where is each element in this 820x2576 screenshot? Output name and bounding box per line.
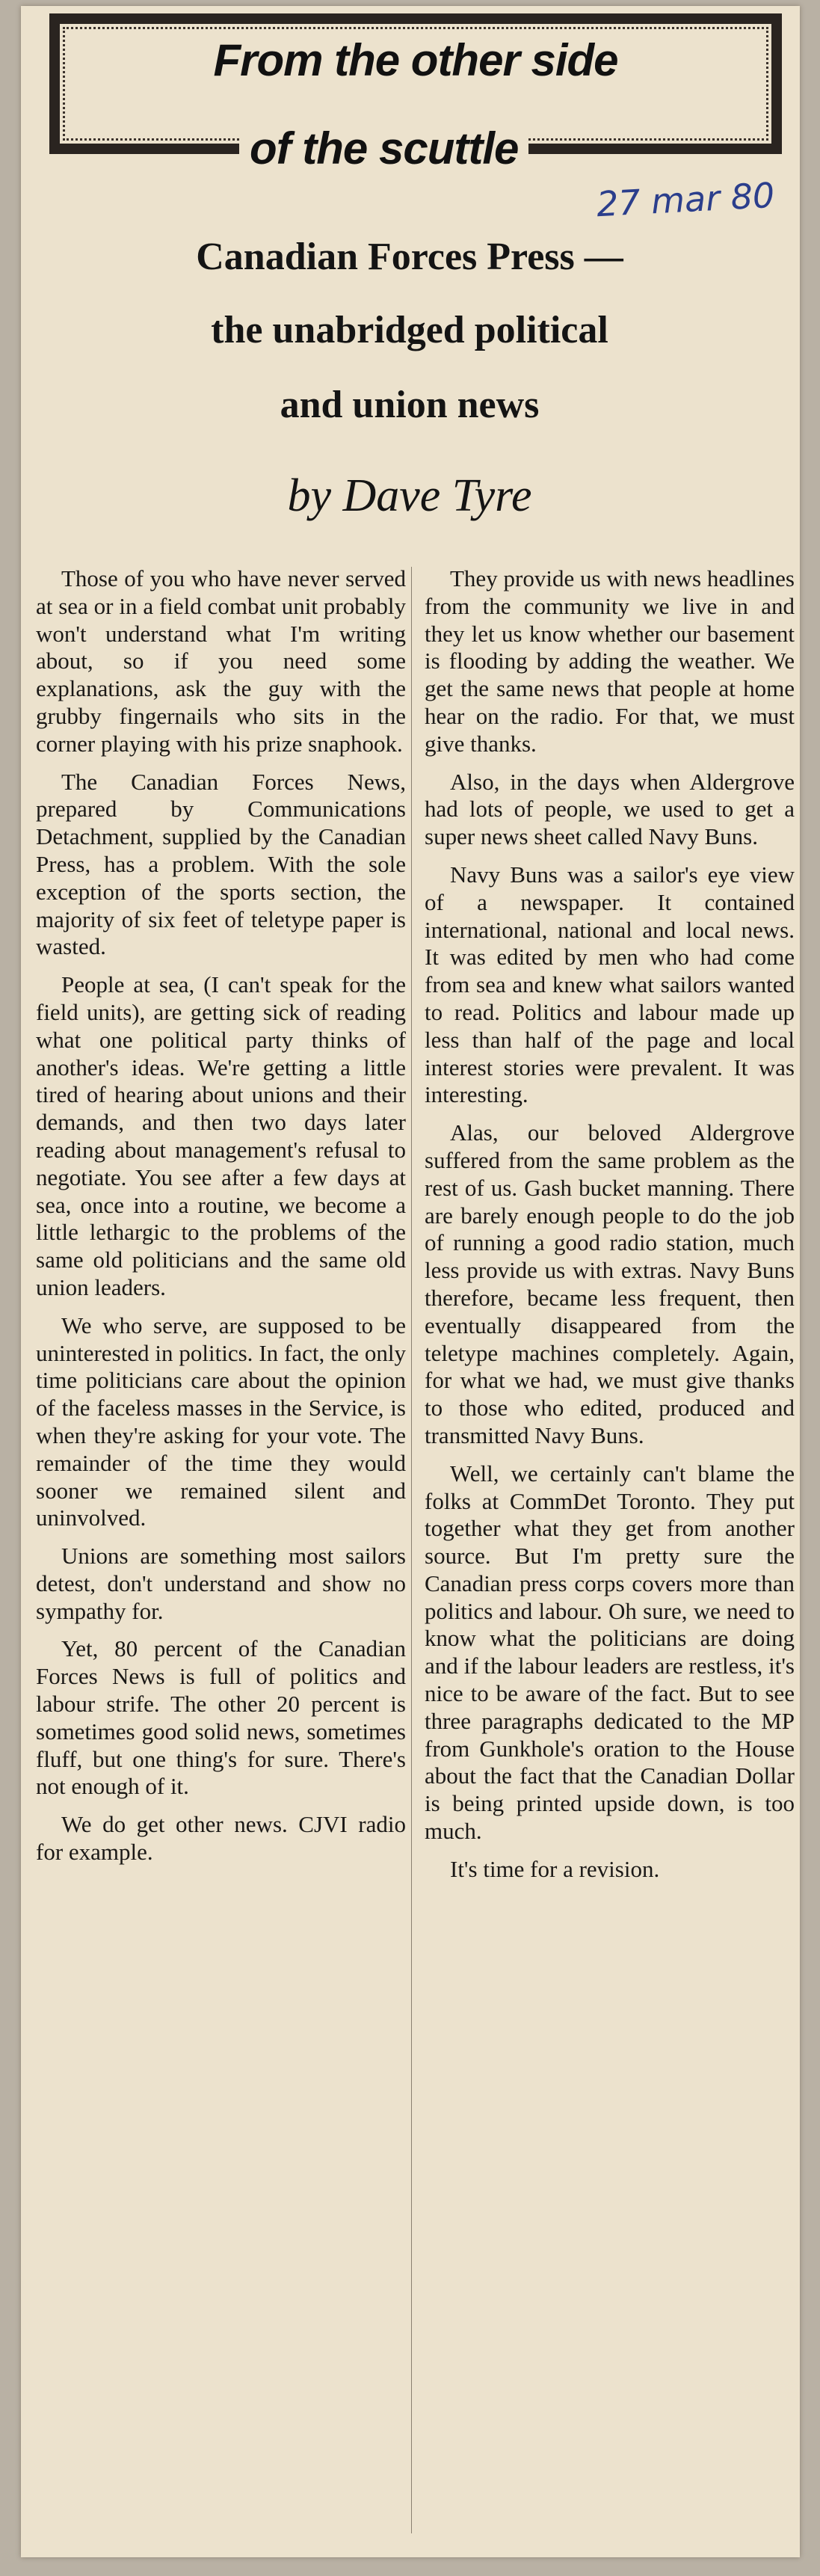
- paragraph: Alas, our beloved Aldergrove suffered from the same problem as the rest of us. Gash bucket manning. There are barely enough people to do the job of running a good radio station, much less provide us with extras. Navy Buns therefore, became less frequent, then eventually disappeared from the teletype machines completely. Again, for what we had, we must give thanks to those who edited, produced and transmitted Navy Buns.: [425, 1119, 795, 1448]
- paragraph: People at sea, (I can't speak for the field units), are getting sick of reading what one political party thinks of another's ideas. We're getting a little tired of hearing about unions and their demands, and then two days later reading about management's refusal to negotiate. You see after a few days at sea, once into a routine, we become a little lethargic to the problems of the same old politicians and the same old union leaders.: [36, 971, 406, 1300]
- paragraph: They provide us with news headlines from the community we live in and they let us know whether our basement is flooding by adding the weather. We get the same news that people at home hear on the radio. For that, we must give thanks.: [425, 565, 795, 757]
- newspaper-clipping: [21, 6, 800, 2557]
- paragraph: Yet, 80 percent of the Canadian Forces News is full of politics and labour strife. The other 20 percent is sometimes good solid news, sometimes fluff, but one thing's for sure. There's not enough of it.: [36, 1635, 406, 1800]
- paragraph: We who serve, are supposed to be uninterested in politics. In fact, the only time politicians care about the opinion of the faceless masses in the Service, is when they're asking for your vote. The remainder of the time they would sooner we remained silent and uninvolved.: [36, 1312, 406, 1531]
- column-name-line2: of the scuttle: [239, 123, 528, 174]
- headline-line3: and union news: [280, 384, 540, 426]
- headline-line1: Canadian Forces Press —: [196, 236, 623, 278]
- paragraph: Well, we certainly can't blame the folks at CommDet Toronto. They put together what they get from another source. But I'm pretty sure the Canadian press corps covers more than politics and labour. Oh sure, we need to know what the politicians are doing and if the labour leaders are restless, it's nice to be aware of the fact. But to see three paragraphs dedicated to the MP from Gunkhole's oration to the House about the fact that the Canadian Dollar is being printed upside down, is too much.: [425, 1460, 795, 1845]
- article-column-right: [425, 565, 795, 1894]
- paragraph: We do get other news. CJVI radio for example.: [36, 1811, 406, 1866]
- paragraph: Those of you who have never served at sea or in a field combat unit probably won't understand what I'm writing about, so if you need some explanations, ask the guy with the grubby fingernails who sits in the corner playing with his prize snaphook.: [36, 565, 406, 757]
- handwritten-date: 27 mar 80: [595, 174, 776, 225]
- column-divider: [411, 567, 412, 2533]
- article-column-left: [36, 565, 406, 1877]
- headline-line2: the unabridged political: [211, 309, 608, 351]
- paragraph: Unions are something most sailors detest, don't understand and show no sympathy for.: [36, 1543, 406, 1624]
- column-name-line1: From the other side: [213, 35, 618, 85]
- paragraph: Navy Buns was a sailor's eye view of a newspaper. It contained international, national and local news. It was edited by men who had come from sea and knew what sailors wanted to read. Politics and labour made up less than half of the page and local interest stories were prevalent. It was interesting.: [425, 861, 795, 1108]
- byline: by Dave Tyre: [287, 470, 532, 521]
- paragraph: It's time for a revision.: [450, 1855, 660, 1882]
- paragraph: Also, in the days when Aldergrove had lots of people, we used to get a super news sheet called Navy Buns.: [425, 768, 795, 850]
- paragraph: The Canadian Forces News, prepared by Communications Detachment, supplied by the Canadian Press, has a problem. With the sole exception of the sports section, the majority of six feet of teletype paper is wasted.: [36, 768, 406, 960]
